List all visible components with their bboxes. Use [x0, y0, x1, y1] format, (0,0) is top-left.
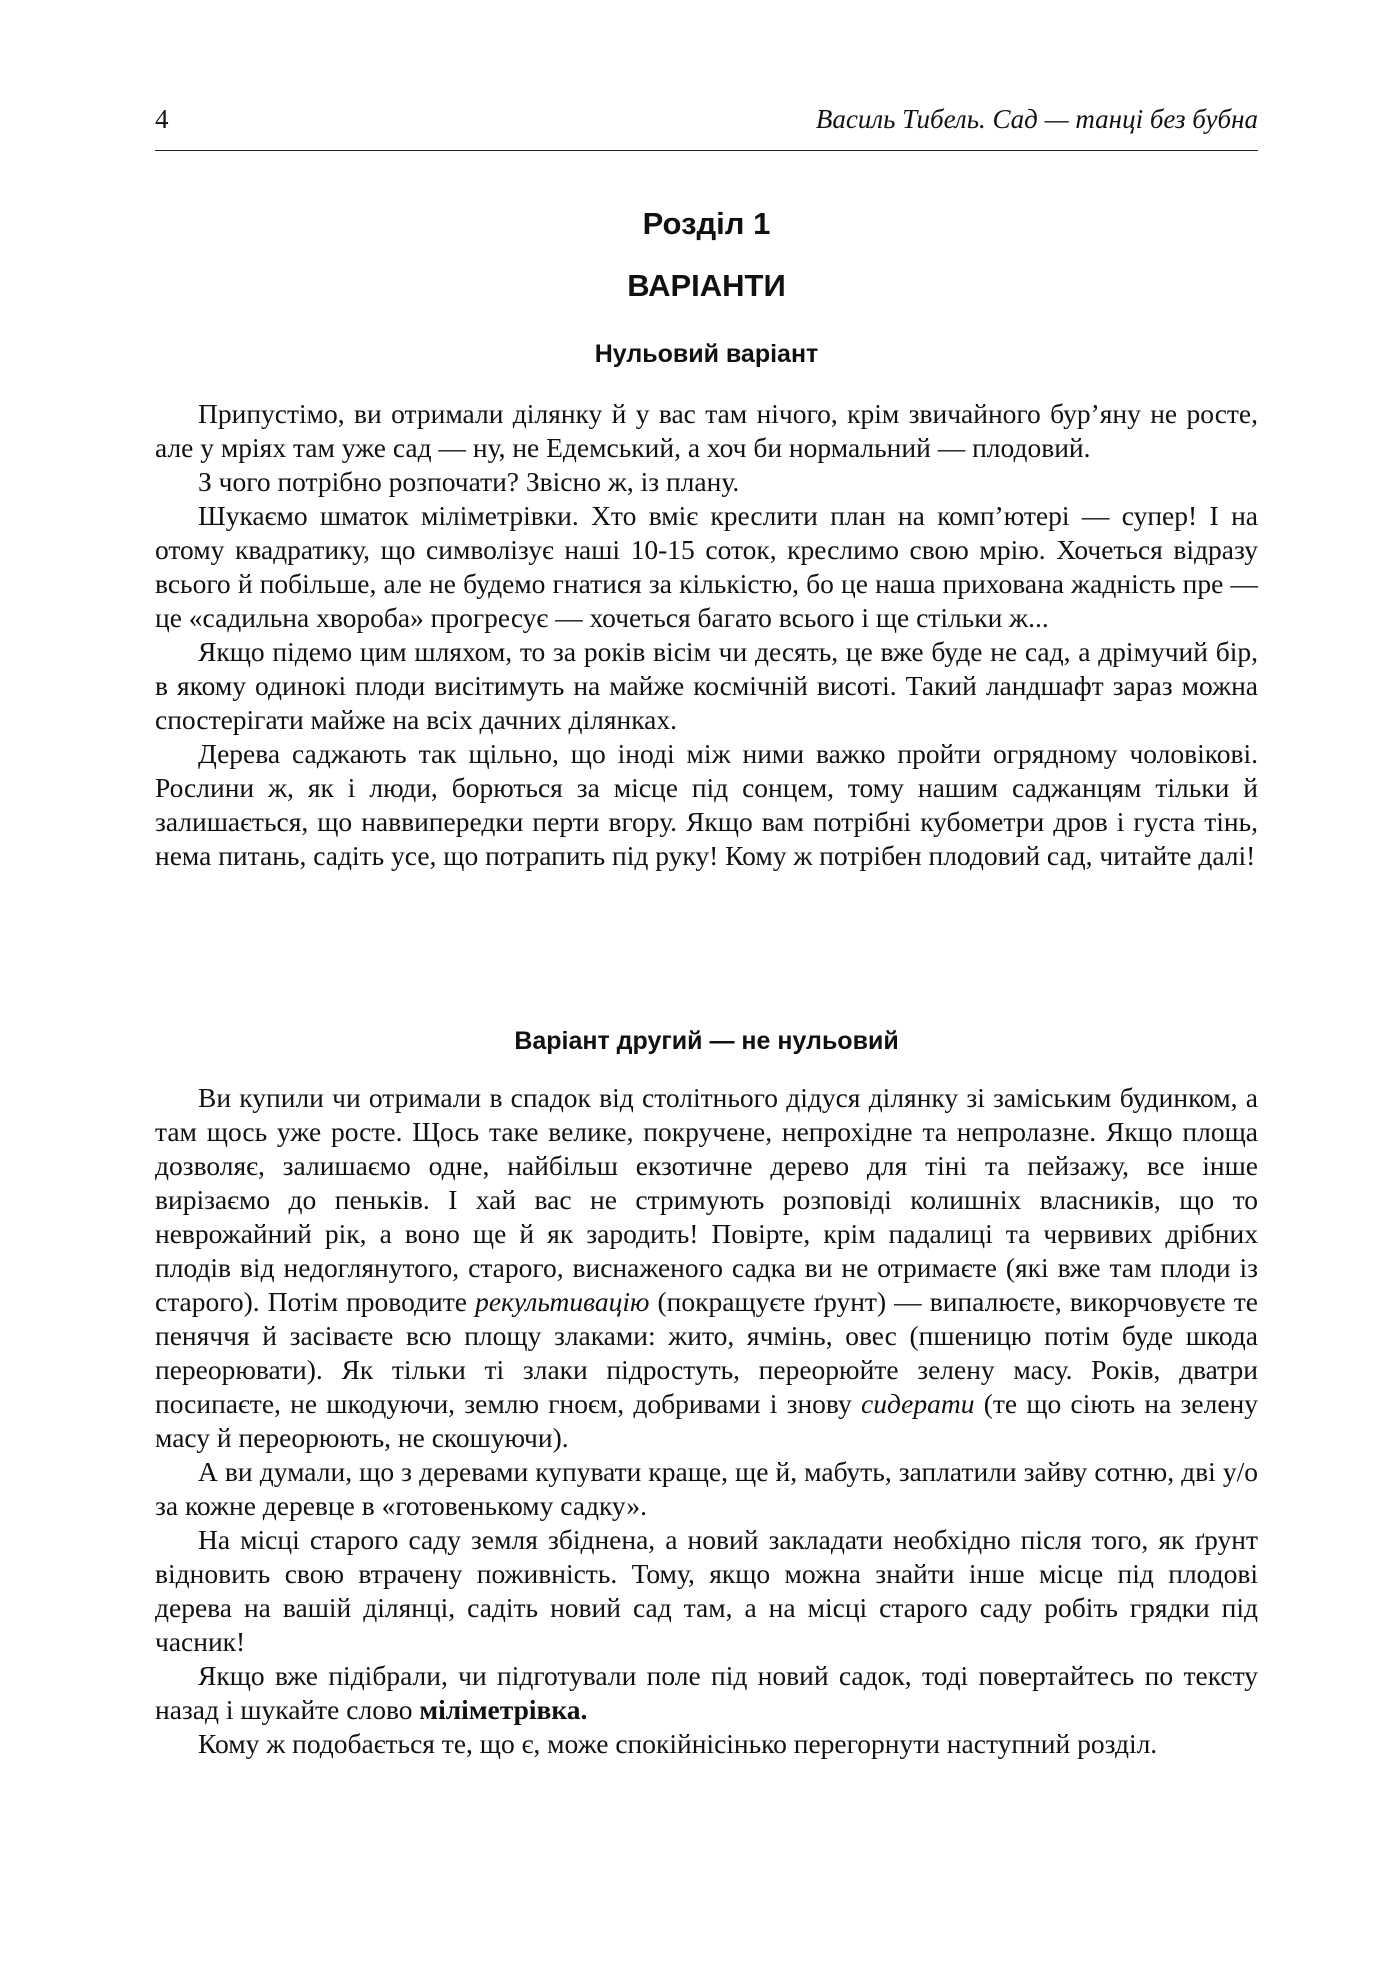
paragraph: А ви думали, що з деревами купувати краще, ще й, мабуть, заплатили зайву сотню, дві у/о за кожне деревце в «готовенькому садку».	[155, 1456, 1258, 1521]
paragraph: Кому ж подобається те, що є, може спокійнісінько перегорнути наступний розділ.	[198, 1728, 1158, 1759]
text-run: Якщо вже підібрали, чи підготували поле під новий садок, тоді повертайтесь по тексту назад і шукайте слово	[155, 1660, 1258, 1725]
running-title: Василь Тибель. Сад — танці без бубна	[815, 104, 1258, 134]
paragraph: Шукаємо шматок міліметрівки. Хто вміє креслити план на комп’ютері — супер! І на отому квадратику, що символізує наші 10-15 соток, креслимо свою мрію. Хочеться відразу всього й побільше, але не будемо гнатися за кількістю, бо це наша прихована жадність пре — це «садильна хвороба» прогресує — хочеться багато всього і ще стільки ж...	[155, 500, 1258, 633]
subsection-title-zero-variant: Нульовий варіант	[594, 340, 819, 368]
paragraph: На місці старого саду земля збіднена, а новий закладати необхідно після того, як ґрунт відновить свою втрачену поживність. Тому, якщо можна знайти інше місце під плодові дерева на вашій ділянці, садіть новий сад там, а на місці старого саду робіть грядки під часник!	[155, 1524, 1258, 1657]
running-header	[155, 104, 1258, 135]
paragraph: З чого потрібно розпочати? Звісно ж, із плану.	[198, 466, 740, 497]
subsection-title-second-variant: Варіант другий — не нульовий	[514, 1027, 899, 1055]
paragraph	[155, 1081, 1258, 1455]
paragraph	[155, 1659, 1258, 1727]
term-recultivation: рекультивацію	[475, 1286, 650, 1317]
text-run: Ви купили чи отримали в спадок від столітнього дідуся ділянку зі заміським будинком, а там щось уже росте. Щось таке велике, покручене, непрохідне та непролазне. Якщо площа дозволяє, залишаємо одне, найбільш екзотичне дерево для тіні та пейзажу, все інше вирізаємо до пеньків. І хай вас не стримують розповіді колишніх власників, що то неврожайний рік, а воно ще й як зародить! Повірте, крім падалиці та червивих дрібних плодів від недоглянутого, старого, виснаженого садка ви не отримаєте (які вже там плоди із старого). Потім проводите	[155, 1082, 1258, 1317]
text-run: (те що сіють на зелену масу й переорюють, не скошуючи).	[155, 1388, 1258, 1453]
subsection-body-zero-variant	[155, 397, 1258, 873]
text-run: (покращуєте ґрунт) — випалюєте, викорчовуєте те пеняччя й засіваєте всю площу злаками: жито, ячмінь, овес (пшеницю потім буде шкода переорювати). Як тільки ті злаки підростуть, переорюйте зелену масу. Років, дватри посипаєте, не шкодуючи, землю гноєм, добривами і знову	[155, 1286, 1259, 1419]
section-title: Розділ 1	[642, 206, 771, 241]
keyword-millimeter-paper: міліметрівка.	[419, 1694, 588, 1725]
paragraph: Дерева саджають так щільно, що іноді між ними важко пройти огрядному чоловікові. Рослини ж, як і люди, борються за місце під сонцем, тому нашим саджанцям тільки й залишається, що наввипередки перти вгору. Якщо вам потрібні кубометри дров і густа тінь, нема питань, садіть усе, що потрапить під руку! Кому ж потрібен плодовий сад, читайте далі!	[155, 738, 1258, 871]
term-siderates: сидерати	[860, 1388, 975, 1419]
paragraph: Якщо підемо цим шляхом, то за років вісім чи десять, це вже буде не сад, а дрімучий бір, в якому одинокі плоди висітимуть на майже космічній висоті. Такий ландшафт зараз можна спостерігати майже на всіх дачних ділянках.	[155, 636, 1258, 735]
subsection-body-second-variant	[155, 1081, 1258, 1761]
paragraph: Припустімо, ви отримали ділянку й у вас там нічого, крім звичайного бур’яну не росте, але у мріях там уже сад — ну, не Едемський, а хоч би нормальний — плодовий.	[155, 398, 1258, 463]
header-rule	[155, 150, 1258, 151]
chapter-title: ВАРІАНТИ	[627, 268, 786, 303]
page-number: 4	[155, 104, 169, 134]
